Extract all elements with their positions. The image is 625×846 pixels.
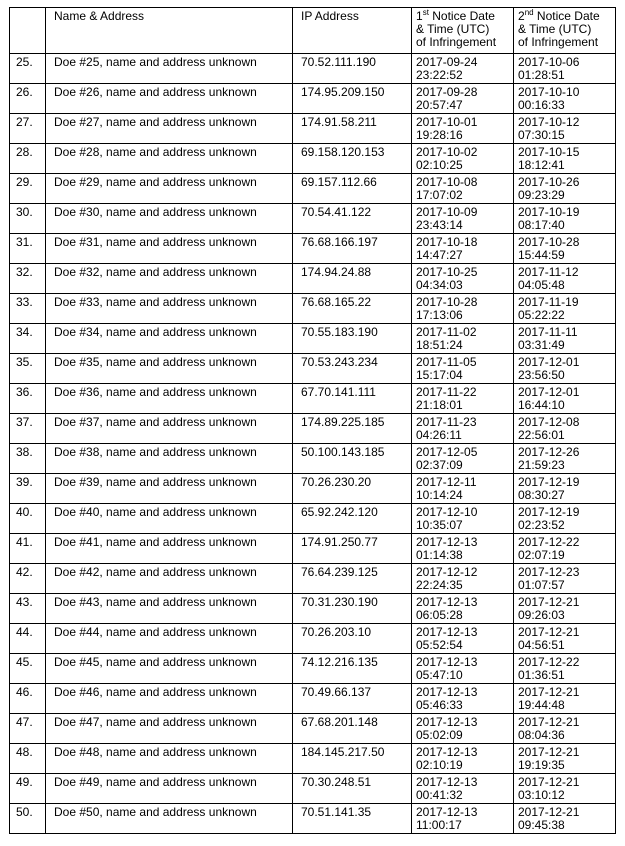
first-notice-datetime — [412, 384, 514, 414]
header-second-notice-ordinal: 2 — [518, 9, 525, 23]
row-number: 45. — [10, 654, 46, 684]
second-notice-time: 08:30:27 — [518, 488, 565, 502]
ip-address: 184.145.217.50 — [293, 744, 412, 774]
second-notice-time: 19:19:35 — [518, 758, 565, 772]
table-row — [10, 744, 616, 774]
doe-name-address: Doe #27, name and address unknown — [46, 114, 293, 144]
first-notice-time: 05:52:54 — [416, 638, 463, 652]
ip-address: 65.92.242.120 — [293, 504, 412, 534]
second-notice-datetime — [514, 744, 616, 774]
ip-address: 69.157.112.66 — [293, 174, 412, 204]
first-notice-datetime — [412, 594, 514, 624]
second-notice-date: 2017-12-21 — [518, 745, 580, 759]
second-notice-time: 01:36:51 — [518, 668, 565, 682]
table-row — [10, 324, 616, 354]
row-number: 41. — [10, 534, 46, 564]
ip-address: 70.30.248.51 — [293, 774, 412, 804]
first-notice-time: 02:37:09 — [416, 458, 463, 472]
first-notice-time: 04:26:11 — [416, 428, 462, 442]
row-number: 38. — [10, 444, 46, 474]
doe-name-address: Doe #43, name and address unknown — [46, 594, 293, 624]
ip-address: 69.158.120.153 — [293, 144, 412, 174]
table-row — [10, 624, 616, 654]
table-row — [10, 144, 616, 174]
first-notice-datetime — [412, 204, 514, 234]
second-notice-date: 2017-10-26 — [518, 175, 580, 189]
first-notice-date: 2017-09-28 — [416, 85, 478, 99]
first-notice-datetime — [412, 324, 514, 354]
first-notice-time: 11:00:17 — [416, 818, 462, 832]
row-number: 33. — [10, 294, 46, 324]
first-notice-time: 02:10:19 — [416, 758, 463, 772]
first-notice-time: 14:47:27 — [416, 248, 463, 262]
doe-name-address: Doe #35, name and address unknown — [46, 354, 293, 384]
table-row — [10, 414, 616, 444]
first-notice-datetime — [412, 144, 514, 174]
first-notice-date: 2017-12-13 — [416, 715, 478, 729]
header-second-notice-suffix: nd — [524, 8, 534, 17]
table-row — [10, 504, 616, 534]
second-notice-datetime — [514, 54, 616, 84]
row-number: 49. — [10, 774, 46, 804]
table-row — [10, 474, 616, 504]
second-notice-datetime — [514, 444, 616, 474]
table-row — [10, 354, 616, 384]
second-notice-time: 23:56:50 — [518, 368, 565, 382]
row-number: 46. — [10, 684, 46, 714]
second-notice-date: 2017-12-22 — [518, 535, 580, 549]
row-number: 29. — [10, 174, 46, 204]
second-notice-date: 2017-11-19 — [518, 295, 579, 309]
second-notice-date: 2017-12-23 — [518, 565, 580, 579]
second-notice-datetime — [514, 84, 616, 114]
header-number — [10, 8, 46, 54]
second-notice-time: 18:12:41 — [518, 158, 565, 172]
table-row — [10, 54, 616, 84]
second-notice-time: 04:56:51 — [518, 638, 565, 652]
row-number: 36. — [10, 384, 46, 414]
first-notice-date: 2017-12-13 — [416, 535, 478, 549]
first-notice-time: 18:51:24 — [416, 338, 463, 352]
doe-name-address: Doe #44, name and address unknown — [46, 624, 293, 654]
second-notice-datetime — [514, 534, 616, 564]
second-notice-date: 2017-11-12 — [518, 265, 579, 279]
first-notice-datetime — [412, 474, 514, 504]
first-notice-date: 2017-10-02 — [416, 145, 478, 159]
row-number: 43. — [10, 594, 46, 624]
table-row — [10, 564, 616, 594]
doe-name-address: Doe #42, name and address unknown — [46, 564, 293, 594]
doe-name-address: Doe #32, name and address unknown — [46, 264, 293, 294]
header-second-notice — [514, 8, 616, 54]
table-row — [10, 264, 616, 294]
row-number: 48. — [10, 744, 46, 774]
first-notice-datetime — [412, 114, 514, 144]
second-notice-datetime — [514, 144, 616, 174]
first-notice-time: 05:46:33 — [416, 698, 463, 712]
table-row — [10, 444, 616, 474]
first-notice-datetime — [412, 714, 514, 744]
second-notice-time: 01:07:57 — [518, 578, 565, 592]
doe-name-address: Doe #36, name and address unknown — [46, 384, 293, 414]
second-notice-datetime — [514, 414, 616, 444]
ip-address: 70.53.243.234 — [293, 354, 412, 384]
second-notice-date: 2017-12-21 — [518, 775, 580, 789]
second-notice-datetime — [514, 114, 616, 144]
doe-name-address: Doe #30, name and address unknown — [46, 204, 293, 234]
doe-name-address: Doe #49, name and address unknown — [46, 774, 293, 804]
second-notice-datetime — [514, 594, 616, 624]
first-notice-datetime — [412, 294, 514, 324]
table-row — [10, 294, 616, 324]
first-notice-date: 2017-12-10 — [416, 505, 478, 519]
ip-address: 70.51.141.35 — [293, 804, 412, 834]
table-body — [10, 54, 616, 834]
second-notice-date: 2017-10-06 — [518, 55, 580, 69]
second-notice-date: 2017-12-01 — [518, 385, 580, 399]
second-notice-time: 15:44:59 — [518, 248, 565, 262]
header-ip-address: IP Address — [293, 8, 412, 54]
first-notice-datetime — [412, 414, 514, 444]
doe-name-address: Doe #50, name and address unknown — [46, 804, 293, 834]
first-notice-time: 17:07:02 — [416, 188, 463, 202]
second-notice-date: 2017-12-19 — [518, 505, 580, 519]
first-notice-date: 2017-10-18 — [416, 235, 478, 249]
second-notice-time: 02:23:52 — [518, 518, 565, 532]
second-notice-date: 2017-12-22 — [518, 655, 580, 669]
first-notice-date: 2017-12-11 — [416, 475, 477, 489]
first-notice-time: 00:41:32 — [416, 788, 463, 802]
second-notice-datetime — [514, 774, 616, 804]
second-notice-datetime — [514, 654, 616, 684]
table-row — [10, 714, 616, 744]
second-notice-datetime — [514, 264, 616, 294]
ip-address: 70.54.41.122 — [293, 204, 412, 234]
infringement-table — [9, 7, 616, 834]
ip-address: 70.55.183.190 — [293, 324, 412, 354]
second-notice-datetime — [514, 174, 616, 204]
first-notice-datetime — [412, 774, 514, 804]
first-notice-datetime — [412, 684, 514, 714]
second-notice-time: 16:44:10 — [518, 398, 565, 412]
ip-address: 67.70.141.111 — [293, 384, 412, 414]
row-number: 42. — [10, 564, 46, 594]
first-notice-time: 15:17:04 — [416, 368, 463, 382]
second-notice-date: 2017-12-21 — [518, 625, 580, 639]
first-notice-date: 2017-12-13 — [416, 595, 478, 609]
doe-name-address: Doe #37, name and address unknown — [46, 414, 293, 444]
ip-address: 70.26.230.20 — [293, 474, 412, 504]
row-number: 28. — [10, 144, 46, 174]
first-notice-time: 06:05:28 — [416, 608, 463, 622]
first-notice-datetime — [412, 54, 514, 84]
first-notice-time: 17:13:06 — [416, 308, 463, 322]
first-notice-date: 2017-12-13 — [416, 775, 478, 789]
first-notice-datetime — [412, 804, 514, 834]
second-notice-time: 19:44:48 — [518, 698, 565, 712]
second-notice-datetime — [514, 504, 616, 534]
ip-address: 50.100.143.185 — [293, 444, 412, 474]
ip-address: 70.31.230.190 — [293, 594, 412, 624]
first-notice-datetime — [412, 624, 514, 654]
second-notice-date: 2017-12-21 — [518, 715, 580, 729]
first-notice-date: 2017-12-13 — [416, 655, 478, 669]
second-notice-datetime — [514, 204, 616, 234]
doe-name-address: Doe #28, name and address unknown — [46, 144, 293, 174]
ip-address: 174.89.225.185 — [293, 414, 412, 444]
table-row — [10, 804, 616, 834]
doe-name-address: Doe #39, name and address unknown — [46, 474, 293, 504]
second-notice-time: 09:26:03 — [518, 608, 565, 622]
ip-address: 67.68.201.148 — [293, 714, 412, 744]
header-second-notice-line1: Notice Date — [533, 9, 600, 23]
row-number: 31. — [10, 234, 46, 264]
second-notice-time: 01:28:51 — [518, 68, 565, 82]
second-notice-date: 2017-12-08 — [518, 415, 580, 429]
table-row — [10, 774, 616, 804]
second-notice-date: 2017-10-10 — [518, 85, 580, 99]
second-notice-datetime — [514, 354, 616, 384]
second-notice-time: 03:10:12 — [518, 788, 565, 802]
second-notice-datetime — [514, 714, 616, 744]
header-first-notice-suffix: st — [422, 8, 429, 17]
row-number: 39. — [10, 474, 46, 504]
table-row — [10, 384, 616, 414]
second-notice-time: 04:05:48 — [518, 278, 565, 292]
first-notice-datetime — [412, 84, 514, 114]
first-notice-date: 2017-10-01 — [416, 115, 478, 129]
header-first-notice-line2: & Time (UTC) — [416, 22, 490, 36]
second-notice-date: 2017-12-26 — [518, 445, 580, 459]
row-number: 27. — [10, 114, 46, 144]
doe-name-address: Doe #47, name and address unknown — [46, 714, 293, 744]
first-notice-datetime — [412, 564, 514, 594]
table-header-row — [10, 8, 616, 54]
second-notice-datetime — [514, 324, 616, 354]
doe-name-address: Doe #29, name and address unknown — [46, 174, 293, 204]
row-number: 47. — [10, 714, 46, 744]
table-row — [10, 684, 616, 714]
second-notice-time: 02:07:19 — [518, 548, 565, 562]
second-notice-datetime — [514, 384, 616, 414]
first-notice-time: 23:43:14 — [416, 218, 463, 232]
first-notice-date: 2017-11-02 — [416, 325, 477, 339]
first-notice-time: 22:24:35 — [416, 578, 463, 592]
second-notice-datetime — [514, 804, 616, 834]
header-first-notice-line3: of Infringement — [416, 35, 497, 49]
second-notice-datetime — [514, 684, 616, 714]
first-notice-time: 21:18:01 — [416, 398, 463, 412]
second-notice-date: 2017-12-21 — [518, 595, 580, 609]
second-notice-datetime — [514, 564, 616, 594]
second-notice-time: 08:17:40 — [518, 218, 565, 232]
first-notice-date: 2017-11-05 — [416, 355, 477, 369]
row-number: 35. — [10, 354, 46, 384]
first-notice-date: 2017-12-12 — [416, 565, 478, 579]
header-first-notice-line1: Notice Date — [428, 9, 495, 23]
second-notice-time: 05:22:22 — [518, 308, 565, 322]
second-notice-time: 08:04:36 — [518, 728, 565, 742]
second-notice-datetime — [514, 624, 616, 654]
row-number: 44. — [10, 624, 46, 654]
ip-address: 174.91.250.77 — [293, 534, 412, 564]
header-name-address: Name & Address — [46, 8, 293, 54]
first-notice-datetime — [412, 264, 514, 294]
ip-address: 70.49.66.137 — [293, 684, 412, 714]
second-notice-date: 2017-12-01 — [518, 355, 580, 369]
row-number: 40. — [10, 504, 46, 534]
table-row — [10, 84, 616, 114]
doe-name-address: Doe #41, name and address unknown — [46, 534, 293, 564]
first-notice-date: 2017-12-13 — [416, 805, 478, 819]
second-notice-datetime — [514, 474, 616, 504]
table-row — [10, 174, 616, 204]
table-row — [10, 204, 616, 234]
row-number: 25. — [10, 54, 46, 84]
second-notice-time: 03:31:49 — [518, 338, 565, 352]
second-notice-datetime — [514, 234, 616, 264]
first-notice-date: 2017-11-22 — [416, 385, 477, 399]
first-notice-date: 2017-10-08 — [416, 175, 478, 189]
ip-address: 70.52.111.190 — [293, 54, 412, 84]
ip-address: 76.68.165.22 — [293, 294, 412, 324]
header-second-notice-line2: & Time (UTC) — [518, 22, 592, 36]
row-number: 32. — [10, 264, 46, 294]
header-first-notice — [412, 8, 514, 54]
first-notice-datetime — [412, 654, 514, 684]
doe-name-address: Doe #40, name and address unknown — [46, 504, 293, 534]
first-notice-datetime — [412, 744, 514, 774]
second-notice-time: 09:23:29 — [518, 188, 565, 202]
ip-address: 174.95.209.150 — [293, 84, 412, 114]
header-second-notice-line3: of Infringement — [518, 35, 599, 49]
first-notice-time: 10:35:07 — [416, 518, 463, 532]
second-notice-time: 00:16:33 — [518, 98, 565, 112]
second-notice-time: 21:59:23 — [518, 458, 565, 472]
second-notice-time: 07:30:15 — [518, 128, 565, 142]
first-notice-time: 01:14:38 — [416, 548, 463, 562]
first-notice-date: 2017-10-25 — [416, 265, 478, 279]
ip-address: 76.68.166.197 — [293, 234, 412, 264]
header-first-notice-ordinal: 1 — [416, 9, 423, 23]
first-notice-date: 2017-10-09 — [416, 205, 478, 219]
doe-name-address: Doe #31, name and address unknown — [46, 234, 293, 264]
second-notice-date: 2017-10-19 — [518, 205, 580, 219]
doe-name-address: Doe #26, name and address unknown — [46, 84, 293, 114]
first-notice-datetime — [412, 534, 514, 564]
table-row — [10, 594, 616, 624]
first-notice-date: 2017-09-24 — [416, 55, 478, 69]
first-notice-time: 05:02:09 — [416, 728, 463, 742]
doe-name-address: Doe #34, name and address unknown — [46, 324, 293, 354]
second-notice-date: 2017-10-12 — [518, 115, 580, 129]
first-notice-time: 19:28:16 — [416, 128, 463, 142]
ip-address: 76.64.239.125 — [293, 564, 412, 594]
first-notice-date: 2017-12-05 — [416, 445, 478, 459]
first-notice-date: 2017-12-13 — [416, 625, 478, 639]
first-notice-datetime — [412, 504, 514, 534]
first-notice-date: 2017-10-28 — [416, 295, 478, 309]
first-notice-time: 02:10:25 — [416, 158, 463, 172]
second-notice-date: 2017-12-19 — [518, 475, 580, 489]
doe-name-address: Doe #46, name and address unknown — [46, 684, 293, 714]
ip-address: 74.12.216.135 — [293, 654, 412, 684]
second-notice-time: 09:45:38 — [518, 818, 565, 832]
first-notice-datetime — [412, 444, 514, 474]
first-notice-date: 2017-12-13 — [416, 685, 478, 699]
first-notice-time: 05:47:10 — [416, 668, 463, 682]
doe-name-address: Doe #45, name and address unknown — [46, 654, 293, 684]
second-notice-date: 2017-12-21 — [518, 805, 580, 819]
doe-name-address: Doe #38, name and address unknown — [46, 444, 293, 474]
table-row — [10, 654, 616, 684]
second-notice-datetime — [514, 294, 616, 324]
row-number: 26. — [10, 84, 46, 114]
first-notice-datetime — [412, 234, 514, 264]
first-notice-datetime — [412, 354, 514, 384]
doe-name-address: Doe #33, name and address unknown — [46, 294, 293, 324]
table-row — [10, 114, 616, 144]
second-notice-time: 22:56:01 — [518, 428, 565, 442]
table-row — [10, 234, 616, 264]
ip-address: 70.26.203.10 — [293, 624, 412, 654]
first-notice-time: 20:57:47 — [416, 98, 463, 112]
first-notice-date: 2017-12-13 — [416, 745, 478, 759]
row-number: 30. — [10, 204, 46, 234]
second-notice-date: 2017-12-21 — [518, 685, 580, 699]
first-notice-time: 23:22:52 — [416, 68, 463, 82]
second-notice-date: 2017-11-11 — [518, 325, 578, 339]
first-notice-time: 04:34:03 — [416, 278, 463, 292]
second-notice-date: 2017-10-15 — [518, 145, 580, 159]
ip-address: 174.94.24.88 — [293, 264, 412, 294]
first-notice-date: 2017-11-23 — [416, 415, 477, 429]
row-number: 50. — [10, 804, 46, 834]
first-notice-datetime — [412, 174, 514, 204]
doe-name-address: Doe #25, name and address unknown — [46, 54, 293, 84]
doe-name-address: Doe #48, name and address unknown — [46, 744, 293, 774]
first-notice-time: 10:14:24 — [416, 488, 463, 502]
row-number: 37. — [10, 414, 46, 444]
ip-address: 174.91.58.211 — [293, 114, 412, 144]
second-notice-date: 2017-10-28 — [518, 235, 580, 249]
table-row — [10, 534, 616, 564]
row-number: 34. — [10, 324, 46, 354]
